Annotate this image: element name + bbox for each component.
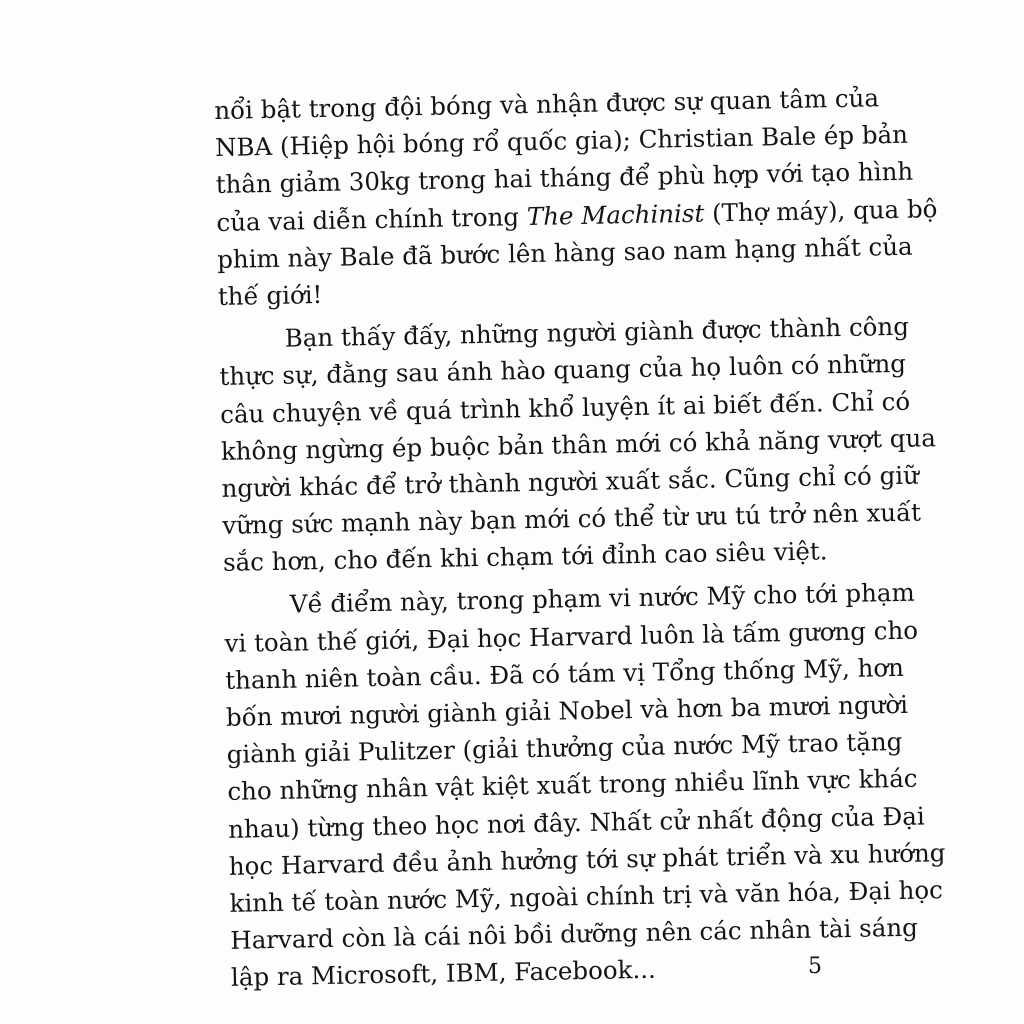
text-segment: của vai diễn chính trong: [216, 201, 528, 237]
text-line: câu chuyện về quá trình khổ luyện ít ai biết đến. Chỉ có: [219, 386, 911, 429]
text-line: bốn mươi người giành giải Nobel và hơn ba mươi người: [225, 689, 909, 732]
text-line: không ngừng ép buộc bản thân mới có khả năng vượt qua: [220, 422, 937, 466]
text-line: thanh niên toàn cầu. Đã có tám vị Tổng thống Mỹ, hơn: [225, 652, 905, 695]
text-line: người khác để trở thành người xuất sắc. Cũng chỉ có giữ: [221, 460, 920, 503]
page-number: 5: [808, 954, 822, 979]
italic-title: The Machinist: [526, 198, 705, 231]
text-line: học Harvard đều ảnh hưởng tới sự phát triển và xu hướng: [228, 837, 946, 881]
text-line: Bạn thấy đấy, những người giành được thành công: [284, 311, 910, 353]
text-line: thực sự, đằng sau ánh hào quang của họ luôn có những: [219, 349, 907, 392]
text-line: nổi bật trong đội bóng và nhận được sự quan tâm của: [214, 83, 880, 125]
text-line: Về điểm này, trong phạm vi nước Mỹ cho tới phạm: [289, 578, 915, 620]
paragraph: [214, 80, 938, 315]
text-segment: (Thợ máy), qua bộ: [703, 193, 938, 228]
text-line: kinh tế toàn nước Mỹ, ngoài chính trị và văn hóa, Đại học: [229, 875, 944, 918]
text-line: giành giải Pulitzer (giải thưởng của nước Mỹ trao tặng: [226, 727, 903, 770]
text-line: thân giảm 30kg trong hai tháng để phù hợp với tạo hình: [215, 156, 914, 200]
page-text: [214, 80, 946, 996]
paragraph: [218, 309, 937, 581]
paragraph: [224, 576, 946, 997]
text-line: thế giới!: [217, 279, 323, 311]
text-line: lập ra Microsoft, IBM, Facebook...: [230, 954, 657, 993]
text-line: vi toàn thế giới, Đại học Harvard luôn là tấm gương cho: [224, 615, 919, 658]
text-line: sắc hơn, cho đến khi chạm tới đỉnh cao siêu việt.: [222, 536, 828, 578]
text-line: vững sức mạnh này bạn mới có thể từ ưu tú trở nên xuất: [222, 497, 922, 540]
text-line: Harvard còn là cái nôi bồi dưỡng nên các nhân tài sáng: [230, 912, 919, 955]
text-line: phim này Bale đã bước lên hàng sao nam hạng nhất của: [216, 231, 913, 274]
text-line: cho những nhân vật kiệt xuất trong nhiều lĩnh vực khác: [227, 763, 918, 807]
text-line: NBA (Hiệp hội bóng rổ quốc gia); Christian Bale ép bản: [214, 119, 909, 163]
text-line: nhau) từng theo học nơi đây. Nhất cử nhất động của Đại: [227, 801, 925, 844]
